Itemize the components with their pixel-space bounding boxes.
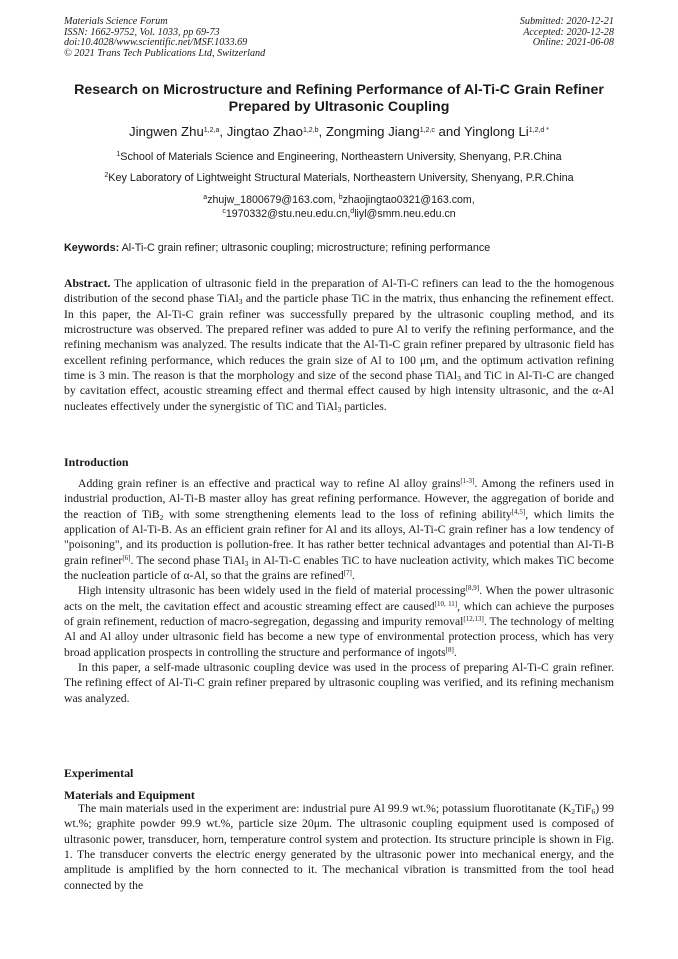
paper-title: Research on Microstructure and Refining Performance of Al-Ti-C Grain Refiner Prepared by Ultrasonic Coupling xyxy=(74,82,604,115)
intro-paragraph-3: In this paper, a self-made ultrasonic coupling device was used in the process of preparing Al-Ti-C grain refiner. The refining effect of Al-Ti-C grain refiner prepared by ultrasonic coupling was verified, and its refining mechanism was analyzed. xyxy=(64,661,614,705)
affil-text: School of Materials Science and Engineering, Northeastern University, Shenyang, P.R.China xyxy=(120,151,562,163)
subscript: 2 xyxy=(159,512,164,522)
email-line xyxy=(64,208,614,222)
intro-paragraph-2 xyxy=(64,583,614,660)
keywords xyxy=(64,242,614,255)
author-affil-mark: 1,2,a xyxy=(203,127,220,134)
affiliation-2 xyxy=(40,172,638,185)
body-text: . Among the refiners used in industrial production, Al-Ti-B master alloy has great refining performance. However, the aggregation of boride and the reaction of TiB xyxy=(64,477,614,521)
citation: [12,13] xyxy=(463,615,484,624)
email-link[interactable]: zhaojingtao0321@163.com, xyxy=(342,194,475,206)
subscript: 2 xyxy=(571,807,576,816)
author-name: Jingwen Zhu xyxy=(129,124,204,139)
body-text: in Al-Ti-C enables TiC to have nucleation activity, which makes TiC become the nucleation particle of α-Al, so that the grains are refined xyxy=(64,553,614,583)
author-affil-mark: 1,2,d * xyxy=(528,127,549,134)
author-separator: and xyxy=(434,124,464,139)
email-link[interactable]: liyl@smm.neu.edu.cn xyxy=(354,207,456,220)
affil-text: Key Laboratory of Lightweight Structural Materials, Northeastern University, Shenyang, P.R.China xyxy=(108,172,574,184)
body-text: TiF xyxy=(575,802,592,815)
body-text: . The technology of melting Al and Al alloy under ultrasonic field has become a new type of environmental protection process, which has very broad application prospects in controlling the structure and performance of ingots xyxy=(64,615,614,659)
abstract-paragraph xyxy=(64,276,614,414)
citation: [8] xyxy=(445,645,454,654)
abstract-text: and the particle phase TiC in the matrix, thus enhancing the refinement effect. In this paper, the Al-Ti-C grain refiner was successfully prepared by the ultrasonic coupling method, and its microstructure was observed. The prepared refiner was added to pure Al to verify the refining performance, and the refining mechanism was analyzed. The results indicate that the Al-Ti-C grain refiner prepared by ultrasonic field has excellent refining performance, which reduces the grain size of Al to 100 μm, and the optimum activation refining time is 3 min. The reason is that the morphology and size of the second phase TiAl xyxy=(64,292,614,383)
body-text: ) 99 wt.%; graphite powder 99.9 wt.%, particle size 20μm. The ultrasonic coupling equipment used is composed of ultrasonic power, transducer, horn, temperature control system and protection. Its structure principle is shown in Fig. 1. The transducer converts the electric energy generated by the ultrasonic power into mechanical energy, and the amplitude is amplified by the horn connected to it. The mechanical vibration is transmitted from the tool head connected by the xyxy=(64,802,614,892)
abstract xyxy=(64,276,614,414)
body-text: with some strengthening elements lead to the loss of refining ability xyxy=(163,507,512,521)
citation: [1-3] xyxy=(460,477,475,485)
abstract-text: and TiC in Al-Ti-C are changed by cavitation effect, acoustic streaming effect and thermal effect caused by high intensity ultrasonic, and the α-Al nucleates effectively under the synergistic of TiC and TiAl xyxy=(64,369,614,413)
body-text: High intensity ultrasonic has been widely used in the field of material processing xyxy=(78,584,466,598)
body-text: . When the power ultrasonic acts on the melt, the cavitation effect and acoustic streaming effect are caused xyxy=(64,584,614,613)
email-mark: d xyxy=(350,207,355,215)
author-name: Jingtao Zhao xyxy=(226,124,303,139)
email-mark: c xyxy=(222,207,226,215)
subscript: 3 xyxy=(337,404,342,414)
body-text: , which limits the application of Al-Ti-B. As an efficient grain refiner for Al and its alloys, Al-Ti-C grain refiner has a low tendency of "poisoning", and its production is pollution-free. It has rather better technical advantages and potential than Al-Ti-B grain refiner xyxy=(64,507,615,567)
introduction-body xyxy=(64,476,614,706)
email-line xyxy=(64,194,614,208)
accepted-date: Accepted: 2020-12-28 xyxy=(523,26,614,38)
experimental-body xyxy=(64,801,614,893)
citation: [6] xyxy=(122,553,131,562)
affiliation-1 xyxy=(40,151,638,164)
affil-mark: 2 xyxy=(104,172,109,179)
journal-copyright: © 2021 Trans Tech Publications Ltd, Switzerland xyxy=(64,47,266,59)
subscript: 6 xyxy=(591,807,596,816)
email-mark: a xyxy=(203,194,208,201)
citation: [10, 11] xyxy=(434,599,458,608)
journal-doi: doi:10.4028/www.scientific.net/MSF.1033.69 xyxy=(64,37,248,49)
intro-paragraph-1 xyxy=(64,476,614,583)
body-text: . xyxy=(351,569,355,583)
journal-name: Materials Science Forum xyxy=(64,16,168,27)
citation: [7] xyxy=(343,569,352,578)
body-text: , which can achieve the purposes of grain refinement, reduction of macro-segregation, degassing and impurity removal xyxy=(64,599,615,629)
subscript: 3 xyxy=(244,558,249,568)
email-mark: b xyxy=(338,194,343,201)
citation: [4,5] xyxy=(511,507,526,516)
affil-mark: 1 xyxy=(116,151,121,158)
abstract-text: particles. xyxy=(341,399,387,413)
author-affil-mark: 1,2,b xyxy=(302,127,319,134)
author-affil-mark: 1,2,c xyxy=(419,127,435,134)
keywords-text: Al-Ti-C grain refiner; ultrasonic coupling; microstructure; refining performance xyxy=(121,242,491,254)
citation: [8,9] xyxy=(465,584,480,593)
submitted-date: Submitted: 2020-12-21 xyxy=(519,16,614,27)
section-heading-introduction: Introduction xyxy=(64,455,129,469)
online-date: Online: 2021-06-08 xyxy=(532,37,614,49)
keywords-label: Keywords: xyxy=(64,242,120,254)
author-name: Yinglong Li xyxy=(463,124,529,139)
author-separator: , xyxy=(318,124,326,139)
subscript: 3 xyxy=(238,297,243,307)
author-name: Zongming Jiang xyxy=(325,124,420,139)
subsection-heading-materials: Materials and Equipment xyxy=(64,788,195,802)
abstract-text: The application of ultrasonic field in the preparation of Al-Ti-C refiners can lead to the the homogenous distribution of the second phase TiAl xyxy=(64,277,614,306)
abstract-label: Abstract. xyxy=(64,277,111,290)
experimental-paragraph-1 xyxy=(64,801,614,893)
body-text: Adding grain refiner is an effective and practical way to refine Al alloy grains xyxy=(78,477,461,490)
section-heading-experimental: Experimental xyxy=(64,766,134,780)
body-text: . xyxy=(453,645,457,659)
body-text: . The second phase TiAl xyxy=(130,553,245,567)
body-text: The main materials used in the experiment are: industrial pure Al 99.9 wt.%; potassium fluorotitanate (K xyxy=(78,802,572,815)
subscript: 3 xyxy=(457,374,461,384)
author-list xyxy=(40,124,638,140)
journal-header xyxy=(64,17,265,59)
journal-issn: ISSN: 1662-9752, Vol. 1033, pp 69-73 xyxy=(64,26,220,38)
author-separator: , xyxy=(219,124,227,139)
author-emails xyxy=(64,194,614,221)
email-link[interactable]: zhujw_1800679@163.com, xyxy=(207,194,339,206)
email-link[interactable]: 1970332@stu.neu.edu.cn, xyxy=(225,207,351,220)
publication-dates xyxy=(520,17,614,49)
